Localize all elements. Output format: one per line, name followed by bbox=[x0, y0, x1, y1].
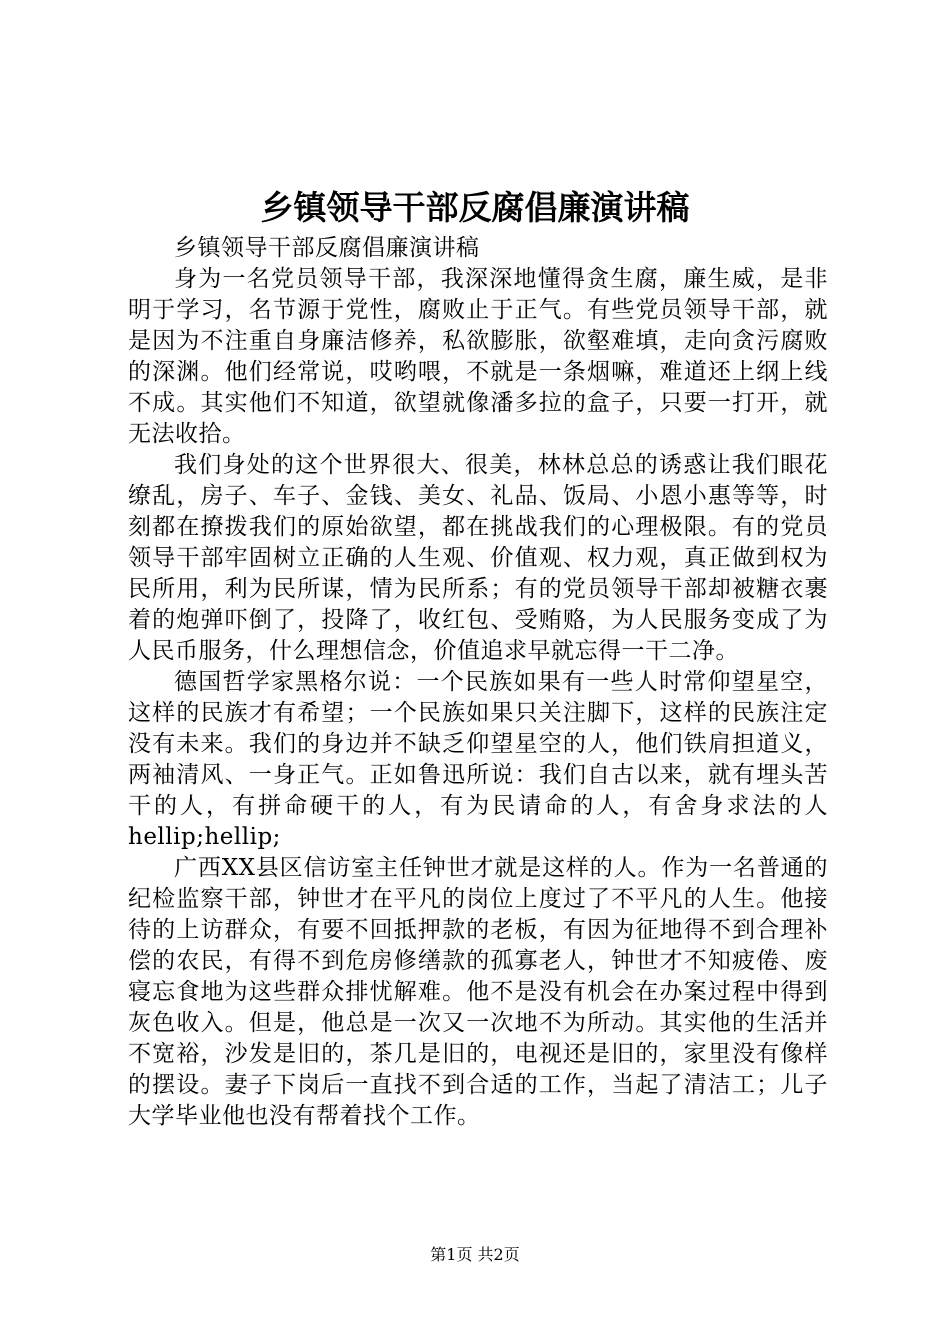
document-title: 乡镇领导干部反腐倡廉演讲稿 bbox=[260, 188, 690, 227]
paragraph-1: 身为一名党员领导干部，我深深地懂得贪生腐，廉生威，是非明于学习，名节源于党性，腐败止于正气。有些党员领导干部，就是因为不注重自身廉洁修养，私欲膨胀，欲壑难填，走向贪污腐败的深渊。他们经常说，哎哟喂，不就是一条烟嘛，难道还上纲上线不成。其实他们不知道，欲望就像潘多拉的盒子，只要一打开，就无法收拾。 bbox=[128, 266, 828, 447]
paragraph-2: 我们身处的这个世界很大、很美，林林总总的诱惑让我们眼花缭乱，房子、车子、金钱、美女、礼品、饭局、小恩小惠等等，时刻都在撩拨我们的原始欲望，都在挑战我们的心理极限。有的党员领导干部牢固树立正确的人生观、价值观、权力观，真正做到权为民所用，利为民所谋，情为民所系；有的党员领导干部却被糖衣裹着的炮弹吓倒了，投降了，收红包、受贿赂，为人民服务变成了为人民币服务，什么理想信念，价值追求早就忘得一干二净。 bbox=[128, 452, 828, 664]
paragraph-4: 广西XX县区信访室主任钟世才就是这样的人。作为一名普通的纪检监察干部，钟世才在平凡的岗位上度过了不平凡的人生。他接待的上访群众，有要不回抵押款的老板，有因为征地得不到合理补偿的农民，有得不到危房修缮款的孤寡老人，钟世才不知疲倦、废寝忘食地为这些群众排忧解难。他不是没有机会在办案过程中得到灰色收入。但是，他总是一次又一次地不为所动。其实他的生活并不宽裕，沙发是旧的，茶几是旧的，电视还是旧的，家里没有像样的摆设。妻子下岗后一直找不到合适的工作，当起了清洁工；儿子大学毕业他也没有帮着找个工作。 bbox=[128, 855, 828, 1129]
paragraph-subtitle: 乡镇领导干部反腐倡廉演讲稿 bbox=[174, 235, 480, 261]
page-number-footer: 第1页 共2页 bbox=[430, 1245, 520, 1264]
paragraph-3: 德国哲学家黑格尔说：一个民族如果有一些人时常仰望星空，这样的民族才有希望；一个民族如果只关注脚下，这样的民族注定没有未来。我们的身边并不缺乏仰望星空的人，他们铁肩担道义，两袖清风、一身正气。正如鲁迅所说：我们自古以来，就有埋头苦干的人，有拼命硬干的人，有为民请命的人，有舍身求法的人hellip;hellip; bbox=[128, 669, 828, 850]
document-body bbox=[128, 233, 828, 1132]
